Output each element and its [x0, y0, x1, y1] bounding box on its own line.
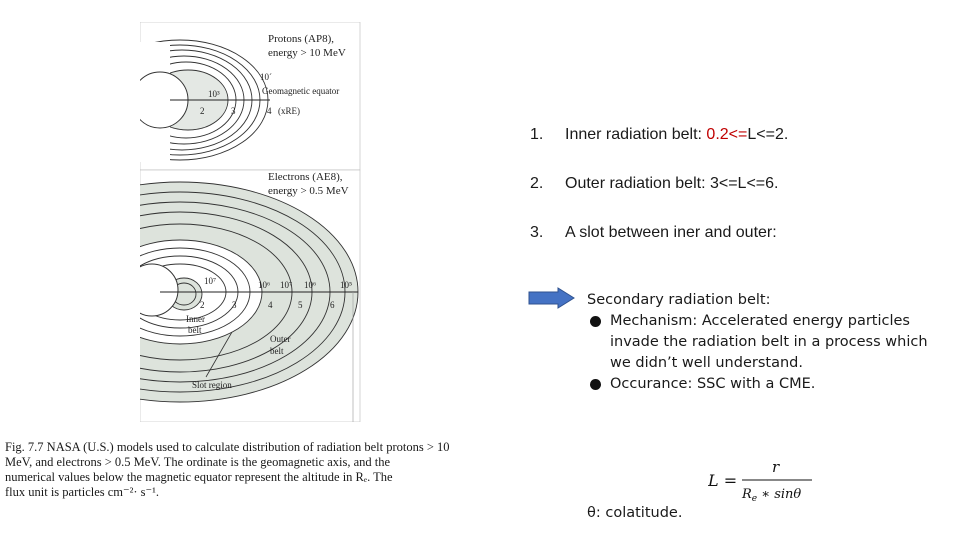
list-number: 1.	[530, 126, 544, 143]
bullet-icon	[590, 379, 601, 390]
list-item-inner-belt	[530, 126, 788, 144]
proton-axis-tick: 2	[200, 106, 205, 116]
inner-belt-label: Inner	[186, 314, 205, 324]
radiation-belt-diagram	[140, 22, 500, 422]
proton-title-line2: energy > 10 MeV	[268, 47, 346, 59]
secondary-heading: Secondary radiation belt:	[587, 292, 771, 308]
bullet-occurance	[587, 374, 947, 395]
electron-axis-tick: 4	[268, 300, 273, 310]
electron-axis-tick: 5	[298, 300, 303, 310]
bullet-text: Mechanism: Accelerated energy particles invade the radiation belt in a process which we didn’t well understand.	[610, 313, 928, 371]
formula-lhs: L =	[708, 471, 738, 490]
electron-flux-label: 10⁷	[280, 280, 293, 290]
formula-numerator: r	[772, 458, 780, 476]
list-text-highlight: 0.2<=	[706, 126, 748, 143]
proton-title-line1: Protons (AP8),	[268, 33, 335, 45]
figure-caption	[5, 440, 500, 500]
electron-flux-label: 10⁷	[204, 276, 217, 286]
caption-line: numerical values below the magnetic equator represent the altitude in Rₑ. The	[5, 470, 393, 484]
proton-axis-unit: (xRE)	[278, 106, 300, 116]
inner-belt-label: belt	[188, 325, 202, 335]
electron-flux-label: 10⁶	[258, 280, 271, 290]
bullet-mechanism	[587, 311, 947, 374]
arrow-right-icon	[528, 287, 576, 309]
l-shell-formula	[708, 456, 818, 506]
secondary-belt-block	[587, 290, 947, 395]
electron-title-line2: energy > 0.5 MeV	[268, 185, 349, 197]
list-text: L<=2.	[747, 126, 789, 143]
list-number: 3.	[530, 224, 544, 241]
electron-panel	[140, 170, 360, 422]
list-text: A slot between iner and outer:	[565, 224, 777, 241]
electron-title-line1: Electrons (AE8),	[268, 171, 343, 183]
electron-axis-tick: 6	[330, 300, 335, 310]
proton-flux-label: 10´	[260, 72, 272, 82]
caption-line: Fig. 7.7 NASA (U.S.) models used to calculate distribution of radiation belt protons > 10	[5, 440, 450, 454]
list-number: 2.	[530, 175, 544, 192]
colatitude-note: θ: colatitude.	[587, 505, 683, 521]
list-text: Inner radiation belt:	[565, 126, 707, 143]
bullet-icon	[590, 316, 601, 327]
slot-region-label: Slot region	[192, 380, 232, 390]
outer-belt-label: belt	[270, 346, 284, 356]
caption-line: flux unit is particles cm⁻²· s⁻¹.	[5, 485, 159, 499]
geomagnetic-equator-label: Geomagnetic equator	[262, 86, 340, 96]
list-text: Outer radiation belt: 3<=L<=6.	[565, 175, 779, 192]
electron-flux-label: 10⁵	[340, 280, 353, 290]
formula-denominator: $R_e$ ∗ sinθ	[742, 487, 802, 504]
electron-axis-tick: 3	[232, 300, 237, 310]
electron-axis-tick: 2	[200, 300, 205, 310]
proton-axis-tick: 4	[267, 106, 272, 116]
outer-belt-label: Outer	[270, 334, 291, 344]
bullet-text: Occurance: SSC with a CME.	[610, 376, 816, 392]
proton-axis-tick: 3	[231, 106, 236, 116]
electron-flux-label: 10⁶	[304, 280, 317, 290]
proton-flux-label: 10³	[208, 89, 220, 99]
list-item-outer-belt	[530, 175, 778, 193]
caption-line: MeV, and electrons > 0.5 MeV. The ordinate is the geomagnetic axis, and the	[5, 455, 391, 469]
list-item-slot	[530, 224, 777, 242]
